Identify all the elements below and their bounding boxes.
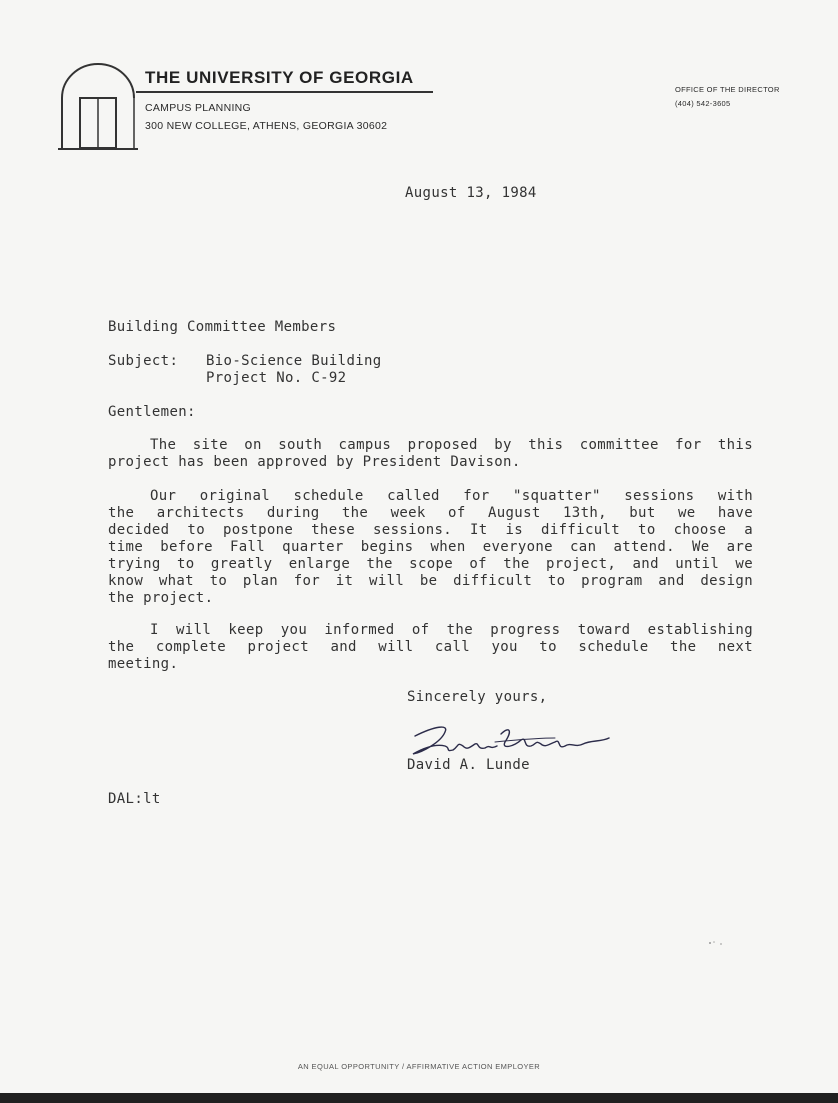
body-line: project has been approved by President Davison. bbox=[108, 454, 521, 470]
recipient: Building Committee Members bbox=[108, 319, 337, 335]
university-name: THE UNIVERSITY OF GEORGIA bbox=[145, 68, 414, 87]
body-line: decided to postpone these sessions. It is difficult to choose a bbox=[108, 522, 753, 538]
letter-date: August 13, 1984 bbox=[405, 185, 537, 201]
footer-equal-opportunity: AN EQUAL OPPORTUNITY / AFFIRMATIVE ACTION EMPLOYER bbox=[297, 1062, 541, 1071]
subject-label: Subject: bbox=[108, 353, 179, 369]
salutation: Gentlemen: bbox=[108, 404, 196, 420]
body-line: The site on south campus proposed by this committee for this bbox=[150, 437, 753, 453]
body-line: know what to plan for it will be difficult to program and design bbox=[108, 573, 753, 589]
arch-window-icon bbox=[58, 60, 138, 152]
subject-line: Bio-Science Building bbox=[206, 353, 382, 369]
scan-edge bbox=[0, 1093, 838, 1103]
closing: Sincerely yours, bbox=[407, 689, 548, 705]
office-phone: (404) 542-3605 bbox=[675, 99, 731, 108]
letterhead-rule bbox=[136, 91, 433, 93]
body-line: Our original schedule called for "squatter" sessions with bbox=[150, 488, 753, 504]
handwritten-signature bbox=[405, 720, 615, 760]
typist-initials: DAL:lt bbox=[108, 791, 161, 807]
body-line: the project. bbox=[108, 590, 214, 606]
signer-name: David A. Lunde bbox=[407, 757, 530, 773]
paper-smudge bbox=[707, 937, 727, 949]
body-line: the complete project and will call you to schedule the next bbox=[108, 639, 753, 655]
body-line: trying to greatly enlarge the scope of the project, and until we bbox=[108, 556, 753, 572]
body-line: I will keep you informed of the progress toward establishing bbox=[150, 622, 753, 638]
body-line: meeting. bbox=[108, 656, 179, 672]
department-name: CAMPUS PLANNING bbox=[145, 102, 252, 114]
body-line: time before Fall quarter begins when everyone can attend. We are bbox=[108, 539, 753, 555]
body-line: the architects during the week of August 13th, but we have bbox=[108, 505, 753, 521]
subject-line: Project No. C-92 bbox=[206, 370, 347, 386]
department-address: 300 NEW COLLEGE, ATHENS, GEORGIA 30602 bbox=[145, 120, 388, 132]
office-title: OFFICE OF THE DIRECTOR bbox=[675, 85, 780, 94]
